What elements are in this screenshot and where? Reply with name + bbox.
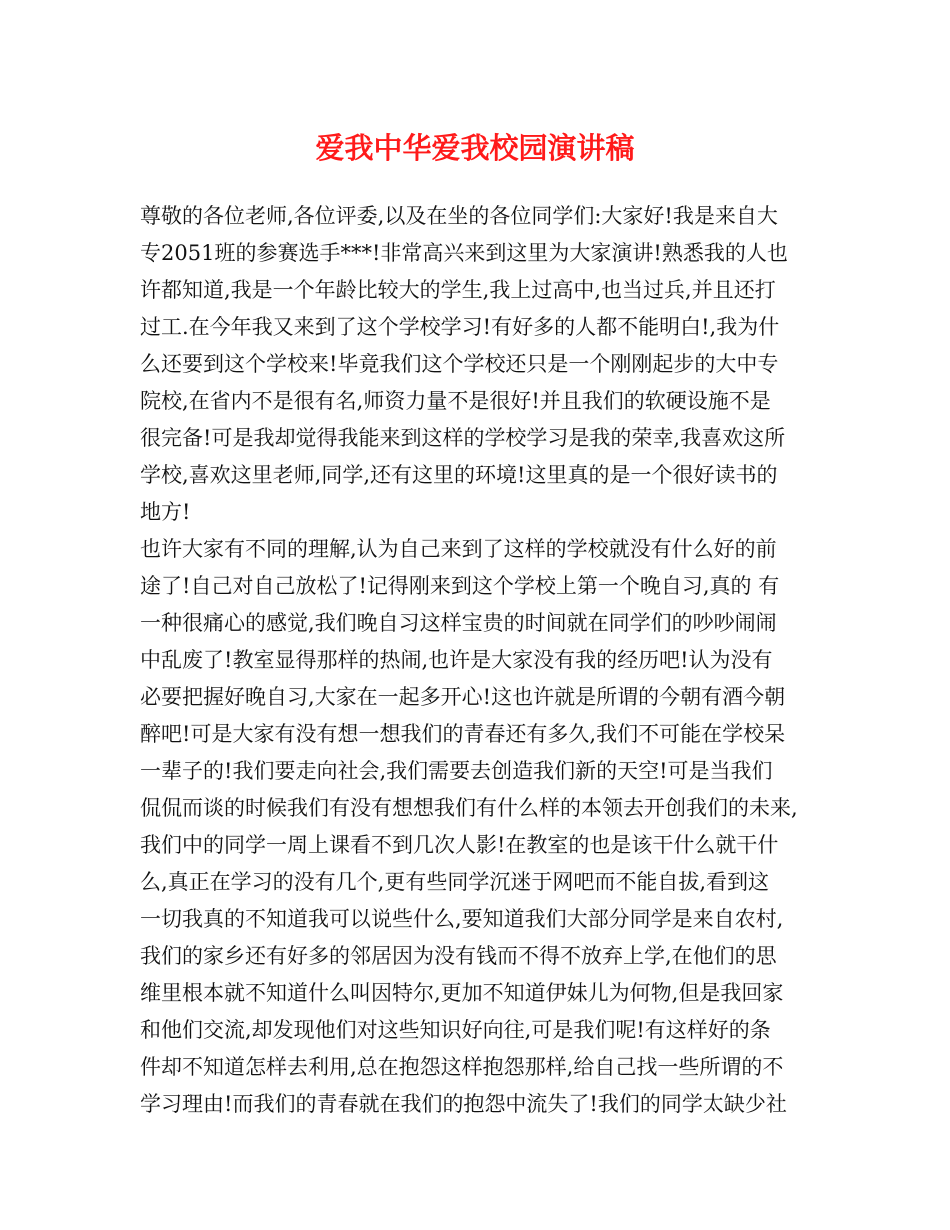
text-line: 维里根本就不知道什么叫因特尔,更加不知道伊妹儿为何物,但是我回家 — [140, 981, 784, 1005]
document-title: 爱我中华爱我校园演讲稿 — [315, 131, 635, 165]
text-line: 尊敬的各位老师,各位评委,以及在坐的各位同学们:大家好!我是来自大 — [140, 204, 778, 228]
text-line: 专2051班的参赛选手***!非常高兴来到这里为大家演讲!熟悉我的人也 — [140, 241, 788, 265]
text-line: 和他们交流,却发现他们对这些知识好向往,可是我们呢!有这样好的条 — [140, 1018, 771, 1042]
text-line: 一辈子的!我们要走向社会,我们需要去创造我们新的天空!可是当我们 — [140, 759, 773, 783]
text-line: 我们的家乡还有好多的邻居因为没有钱而不得不放弃上学,在他们的思 — [140, 944, 777, 968]
text-line: 也许大家有不同的理解,认为自己来到了这样的学校就没有什么好的前 — [140, 537, 777, 561]
text-line: 学习理由!而我们的青春就在我们的抱怨中流失了!我们的同学太缺少社 — [140, 1092, 787, 1116]
text-line: 学校,喜欢这里老师,同学,还有这里的环境!这里真的是一个很好读书的 — [140, 463, 778, 487]
text-line: 侃侃而谈的时候我们有没有想想我们有什么样的本领去开创我们的未来, — [140, 796, 798, 820]
text-line: 么还要到这个学校来!毕竟我们这个学校还只是一个刚刚起步的大中专 — [140, 352, 779, 376]
text-line: 许都知道,我是一个年龄比较大的学生,我上过高中,也当过兵,并且还打 — [140, 278, 776, 302]
text-line: 件却不知道怎样去利用,总在抱怨这样抱怨那样,给自己找一些所谓的不 — [140, 1055, 784, 1079]
text-line: 我们中的同学一周上课看不到几次人影!在教室的也是该干什么就干什 — [140, 833, 779, 857]
text-line: 过工.在今年我又来到了这个学校学习!有好多的人都不能明白!,我为什 — [140, 315, 780, 339]
text-line: 一切我真的不知道我可以说些什么,要知道我们大部分同学是来自农村, — [140, 907, 784, 931]
text-line: 一种很痛心的感觉,我们晚自习这样宝贵的时间就在同学们的吵吵闹闹 — [140, 611, 777, 635]
text-line: 必要把握好晚自习,大家在一起多开心!这也许就是所谓的今朝有酒今朝 — [140, 685, 786, 709]
text-line: 很完备!可是我却觉得我能来到这样的学校学习是我的荣幸,我喜欢这所 — [140, 426, 786, 450]
text-line: 途了!自己对自己放松了!记得刚来到这个学校上第一个晚自习,真的 有 — [140, 574, 780, 598]
text-line: 么,真正在学习的没有几个,更有些同学沉迷于网吧而不能自拔,看到这 — [140, 870, 770, 894]
text-line: 中乱废了!教室显得那样的热闹,也许是大家没有我的经历吧!认为没有 — [140, 648, 773, 672]
document-body — [140, 198, 812, 1123]
text-line: 地方! — [140, 500, 191, 524]
text-line: 院校,在省内不是很有名,师资力量不是很好!并且我们的软硬设施不是 — [140, 389, 771, 413]
text-line: 醉吧!可是大家有没有想一想我们的青春还有多久,我们不可能在学校呆 — [140, 722, 786, 746]
